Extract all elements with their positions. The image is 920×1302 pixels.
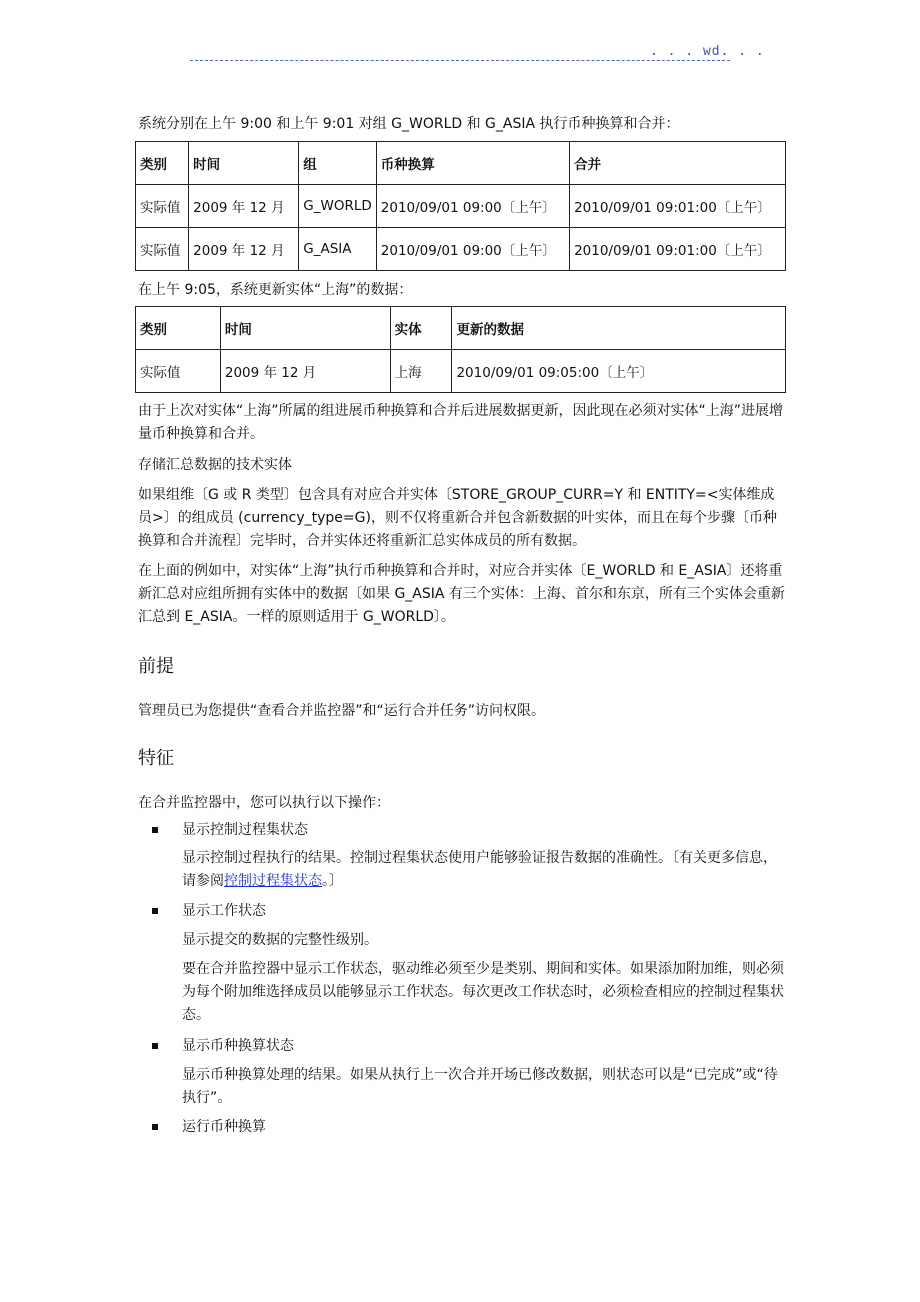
- list-item-label: 显示控制过程集状态: [182, 822, 308, 838]
- list-item-description: 显示提交的数据的完整性级别。: [182, 932, 378, 948]
- table-header-cell: 类别: [136, 142, 189, 185]
- table-cell: 实际值: [136, 228, 189, 271]
- list-item-description: 显示币种换算处理的结果。如果从执行上一次合并开场已修改数据，则状态可以是“已完成”或“待执行”。: [182, 1067, 778, 1106]
- list-item-label: 显示工作状态: [182, 903, 266, 919]
- bullet-icon: [152, 1124, 158, 1130]
- table-header-cell: 时间: [220, 307, 390, 350]
- paragraph-technical-entity-heading: 存储汇总数据的技术实体: [138, 457, 292, 473]
- heading-features: 特征: [138, 748, 174, 769]
- description-text: 显示控制过程执行的结果。控制过程集状态使用户能够验证报告数据的准确性。〔有关更多信息，请参阅: [182, 850, 777, 889]
- list-item-description: [182, 847, 788, 893]
- table-row: [136, 350, 786, 393]
- header-text: . . . wd. . .: [650, 44, 765, 59]
- list-item-label: 运行币种换算: [182, 1119, 266, 1135]
- table-cell: 2010/09/01 09:00〔上午〕: [376, 185, 569, 228]
- table-header-cell: 合并: [570, 142, 786, 185]
- header-rule: [190, 60, 730, 61]
- bullet-icon: [152, 827, 158, 833]
- description-text: 。〕: [322, 873, 343, 889]
- table-cell: 2009 年 12 月: [189, 228, 299, 271]
- table-header-cell: 更新的数据: [452, 307, 786, 350]
- paragraph-prerequisites: 管理员已为您提供“查看合并监控器”和“运行合并任务”访问权限。: [138, 703, 546, 719]
- table-header-cell: 实体: [390, 307, 452, 350]
- table-cell: 实际值: [136, 350, 221, 393]
- table-cell: 2009 年 12 月: [220, 350, 390, 393]
- paragraph-features-intro: 在合并监控器中，您可以执行以下操作：: [138, 795, 390, 811]
- paragraph-example: 在上面的例如中，对实体“上海”执行币种换算和合并时，对应合并实体〔E_WORLD 和 E_ASIA〕还将重新汇总对应组所拥有实体中的数据〔如果 G_ASIA 有三个实体：上海、首尔和东京，所有三个实体会重新汇总到 E_ASIA。一样的原则适用于 G_WORLD〕。: [138, 563, 785, 625]
- table-entity-update: [135, 306, 786, 393]
- list-item-description: 要在合并监控器中显示工作状态，驱动维必须至少是类别、期间和实体。如果添加附加维，则必须为每个附加维选择成员以能够显示工作状态。每次更改工作状态时，必须检查相应的控制过程集状态。: [182, 961, 784, 1023]
- table-cell: 2010/09/01 09:01:00〔上午〕: [570, 185, 786, 228]
- list-item-label: 显示币种换算状态: [182, 1038, 294, 1054]
- table-cell: G_WORLD: [299, 185, 376, 228]
- table-row: [136, 228, 786, 271]
- table-header-cell: 组: [299, 142, 376, 185]
- table-header-cell: 类别: [136, 307, 221, 350]
- table-cell: 2010/09/01 09:01:00〔上午〕: [570, 228, 786, 271]
- control-process-set-status-link[interactable]: 控制过程集状态: [224, 873, 322, 889]
- heading-prerequisites: 前提: [138, 656, 174, 677]
- intro-paragraph-1: 系统分别在上午 9:00 和上午 9:01 对组 G_WORLD 和 G_ASIA 执行币种换算和合并：: [138, 116, 680, 132]
- table-cell: G_ASIA: [299, 228, 376, 271]
- table-header-row: [136, 142, 786, 185]
- table-cell: 上海: [390, 350, 452, 393]
- table-header-cell: 时间: [189, 142, 299, 185]
- table-conversion-consolidation: [135, 141, 786, 271]
- table-header-row: [136, 307, 786, 350]
- table-row: [136, 185, 786, 228]
- table-header-cell: 币种换算: [376, 142, 569, 185]
- paragraph-incremental-update: 由于上次对实体“上海”所属的组进展币种换算和合并后进展数据更新，因此现在必须对实体“上海”进展增量币种换算和合并。: [138, 403, 784, 442]
- table-cell: 2010/09/01 09:00〔上午〕: [376, 228, 569, 271]
- table-cell: 实际值: [136, 185, 189, 228]
- intro-paragraph-2: 在上午 9:05，系统更新实体“上海”的数据：: [138, 282, 413, 298]
- bullet-icon: [152, 1043, 158, 1049]
- table-cell: 2009 年 12 月: [189, 185, 299, 228]
- paragraph-group-dimension: 如果组维〔G 或 R 类型〕包含具有对应合并实体〔STORE_GROUP_CURR=Y 和 ENTITY=<实体维成员>〕的组成员 (currency_type=G)，则不仅将重新合并包含新数据的叶实体，而且在每个步骤〔币种换算和合并流程〕完毕时，合并实体还将重新汇总实体成员的所有数据。: [138, 487, 777, 549]
- table-cell: 2010/09/01 09:05:00〔上午〕: [452, 350, 786, 393]
- bullet-icon: [152, 908, 158, 914]
